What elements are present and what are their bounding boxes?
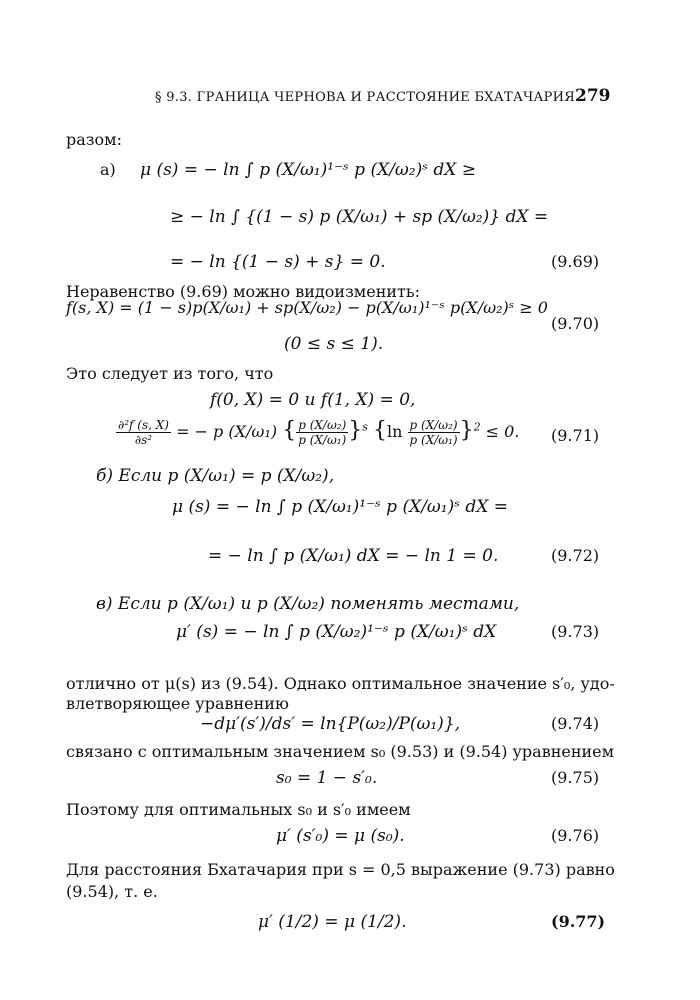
paragraph-line-6: (9.54), т. е. [66, 882, 158, 901]
text-inequality: Неравенство (9.69) можно видоизменить: [66, 282, 420, 301]
equation-975: s₀ = 1 − s′₀. [276, 768, 378, 788]
paragraph-line-4: Поэтому для оптимальных s₀ и s′₀ имеем [66, 800, 411, 819]
text-follows: Это следует из того, что [66, 364, 274, 383]
text-case-v: в) Если p (X/ω₁) и p (X/ω₂) поменять местами, [96, 594, 520, 614]
fraction-second-derivative: $\frac{\text{∂²f (s, X)}}{\text{∂s²}}$ [118, 418, 169, 447]
equation-b2: = − ln ∫ p (X/ω₁) dX = − ln 1 = 0. [208, 546, 499, 566]
equation-number-972: (9.72) [551, 546, 600, 565]
equation-number-975: (9.75) [551, 768, 600, 787]
paragraph-line-5: Для расстояния Бхатачария при s = 0,5 выражение (9.73) равно [66, 860, 615, 879]
equation-number-974: (9.74) [551, 714, 600, 733]
equation-number-973: (9.73) [551, 622, 600, 641]
equation-971: $\frac{\text{∂²f (s, X)}}{\text{∂s²}}$ = − p (X/ω₁) { $\frac{\text{p (X/ω₂)}}{\text{p (X/ω₁)}}$ }$^s$ {ln $\frac{\text{p (X/ω₂)}}{\text{p (X/ω₁)}}$ }$^2$ ≤ 0. [118, 418, 520, 447]
text-razom: разом: [66, 130, 122, 149]
paragraph-line-1: отлично от μ(s) из (9.54). Однако оптимальное значение s′₀, удо- [66, 674, 615, 693]
label-a: а) [100, 160, 116, 179]
equation-number-971: (9.71) [551, 426, 600, 445]
page-number: 279 [575, 86, 611, 106]
equation-number-976: (9.76) [551, 826, 600, 845]
equation-977: μ′ (1/2) = μ (1/2). [258, 912, 407, 932]
paragraph-line-3: связано с оптимальным значением s₀ (9.53) и (9.54) уравнением [66, 742, 615, 761]
paragraph-line-2: влетворяющее уравнению [66, 694, 289, 713]
equation-a1: μ (s) = − ln ∫ p (X/ω₁)¹⁻ˢ p (X/ω₂)ˢ dX ≥ [140, 160, 476, 180]
equation-974: −dμ′(s′)/ds′ = ln{P(ω₂)/P(ω₁)}, [200, 714, 461, 734]
fraction-ratio-1: $\frac{\text{p (X/ω₂)}}{\text{p (X/ω₁)}}$ [298, 418, 347, 447]
equation-976: μ′ (s′₀) = μ (s₀). [276, 826, 405, 846]
equation-a3: = − ln {(1 − s) + s} = 0. [170, 252, 386, 272]
equation-number-977: (9.77) [551, 912, 606, 931]
equation-a2: ≥ − ln ∫ {(1 − s) p (X/ω₁) + sp (X/ω₂)} dX = [170, 207, 549, 227]
equation-f: f(s, X) = (1 − s)p(X/ω₁) + sp(X/ω₂) − p(X/ω₁)¹⁻ˢ p(X/ω₂)ˢ ≥ 0 [66, 298, 548, 317]
equation-range: (0 ≤ s ≤ 1). [284, 334, 384, 354]
running-header: § 9.3. ГРАНИЦА ЧЕРНОВА И РАССТОЯНИЕ БХАТАЧАРИЯ [155, 90, 576, 105]
text-case-b: б) Если p (X/ω₁) = p (X/ω₂), [96, 466, 335, 486]
equation-number-969: (9.69) [551, 252, 600, 271]
equation-number-970: (9.70) [551, 314, 600, 333]
equation-f-bounds: f(0, X) = 0 и f(1, X) = 0, [210, 390, 416, 410]
equation-b1: μ (s) = − ln ∫ p (X/ω₁)¹⁻ˢ p (X/ω₁)ˢ dX = [172, 497, 508, 517]
equation-v1: μ′ (s) = − ln ∫ p (X/ω₂)¹⁻ˢ p (X/ω₁)ˢ dX [176, 622, 497, 642]
fraction-ratio-2: $\frac{\text{p (X/ω₂)}}{\text{p (X/ω₁)}}$ [409, 418, 458, 447]
